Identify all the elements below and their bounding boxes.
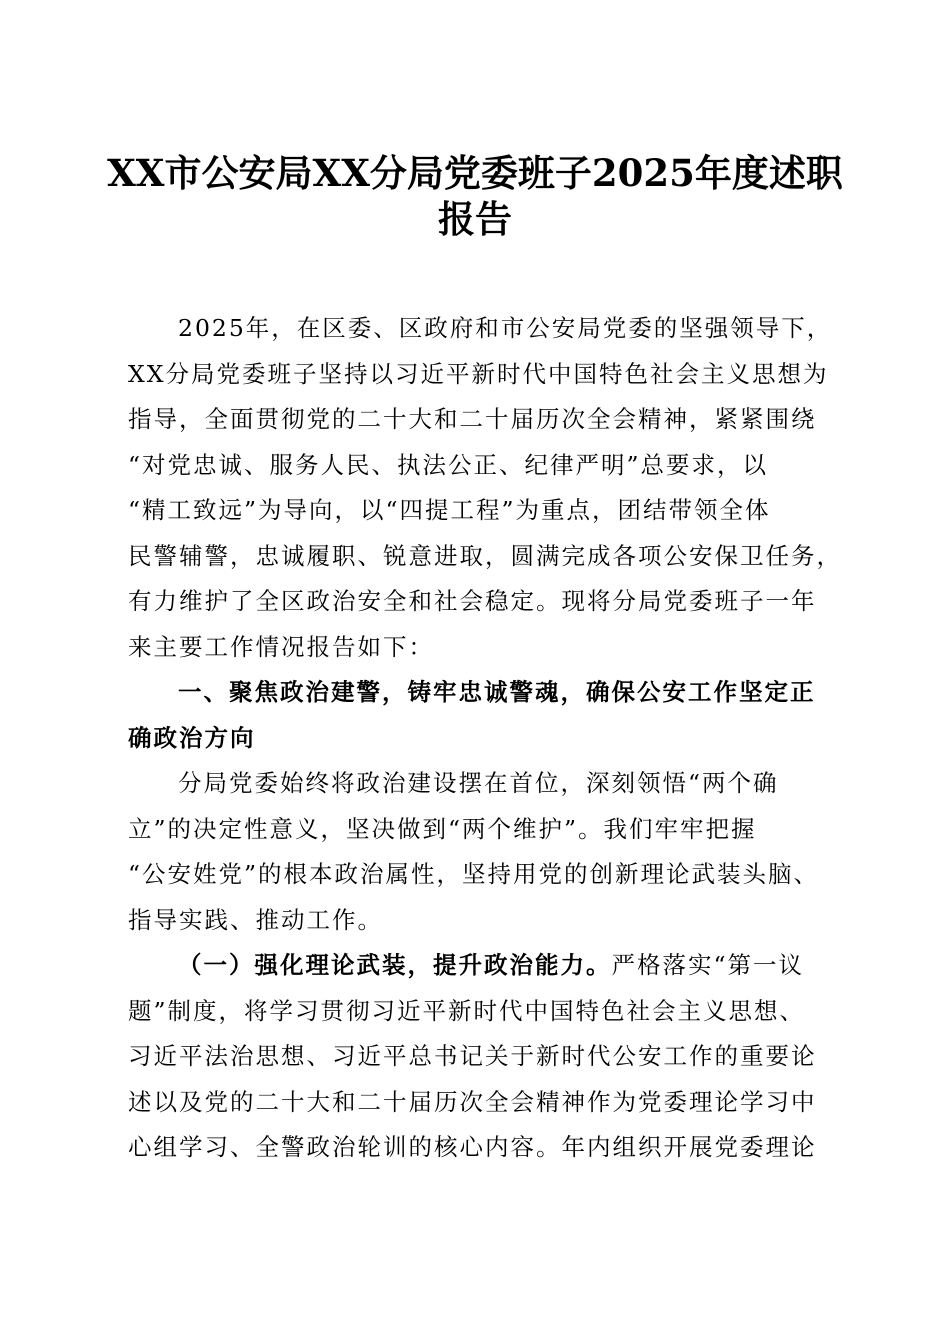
paragraph-line: XX分局党委班子坚持以习近平新时代中国特色社会主义思想为 — [128, 359, 829, 388]
title-line-1: XX市公安局XX分局党委班子2025年度述职 — [107, 151, 843, 195]
paragraph-line: 指导，全面贯彻党的二十大和二十届历次全会精神，紧紧围绕 — [128, 405, 817, 433]
paragraph-line: “精工致远”为导向，以“四提工程”为重点，团结带领全体 — [128, 496, 771, 524]
title-line-2: 报告 — [438, 197, 512, 241]
document-title — [100, 150, 850, 242]
paragraph-line: 2025年，在区委、区政府和市公安局党委的坚强领导下， — [178, 314, 833, 342]
subsection-line-text: 严格落实“第一议 — [611, 951, 805, 979]
section-paragraph-1 — [128, 761, 830, 943]
section-heading-1 — [128, 670, 830, 761]
heading-line: 一、聚焦政治建警，铸牢忠诚警魂，确保公安工作坚定正 — [178, 678, 816, 706]
paragraph-line: 述以及党的二十大和二十届历次全会精神作为党委理论学习中 — [128, 1087, 817, 1116]
paragraph-line: 民警辅警，忠诚履职、锐意进取，圆满完成各项公安保卫任务， — [128, 541, 842, 570]
paragraph-line: 立”的决定性意义，坚决做到“两个维护”。我们牢牢把握 — [128, 814, 757, 843]
document-body — [128, 306, 842, 1171]
heading-line: 确政治方向 — [128, 723, 256, 752]
paragraph-line — [128, 943, 830, 989]
paragraph-line: 指导实践、推动工作。 — [128, 905, 383, 934]
paragraph-line: 心组学习、全警政治轮训的核心内容。年内组织开展党委理论 — [128, 1133, 817, 1161]
paragraph-line: 习近平法治思想、习近平总书记关于新时代公安工作的重要论 — [128, 1042, 817, 1070]
paragraph-line: 分局党委始终将政治建设摆在首位，深刻领悟“两个确 — [178, 769, 779, 797]
paragraph-line: 题”制度，将学习贯彻习近平新时代中国特色社会主义思想、 — [128, 996, 806, 1025]
subsection-lead: （一）强化理论武装，提升政治能力。 — [178, 951, 612, 979]
paragraph-line: “对党忠诚、服务人民、执法公正、纪律严明”总要求，以 — [128, 450, 769, 479]
paragraph-line: 来主要工作情况报告如下： — [128, 632, 434, 661]
subsection-paragraph-1 — [128, 943, 830, 1171]
paragraph-line: 有力维护了全区政治安全和社会稳定。现将分局党委班子一年 — [128, 587, 817, 615]
paragraph-line: “公安姓党”的根本政治属性，坚持用党的创新理论武装头脑、 — [128, 860, 820, 888]
intro-paragraph — [128, 306, 842, 670]
